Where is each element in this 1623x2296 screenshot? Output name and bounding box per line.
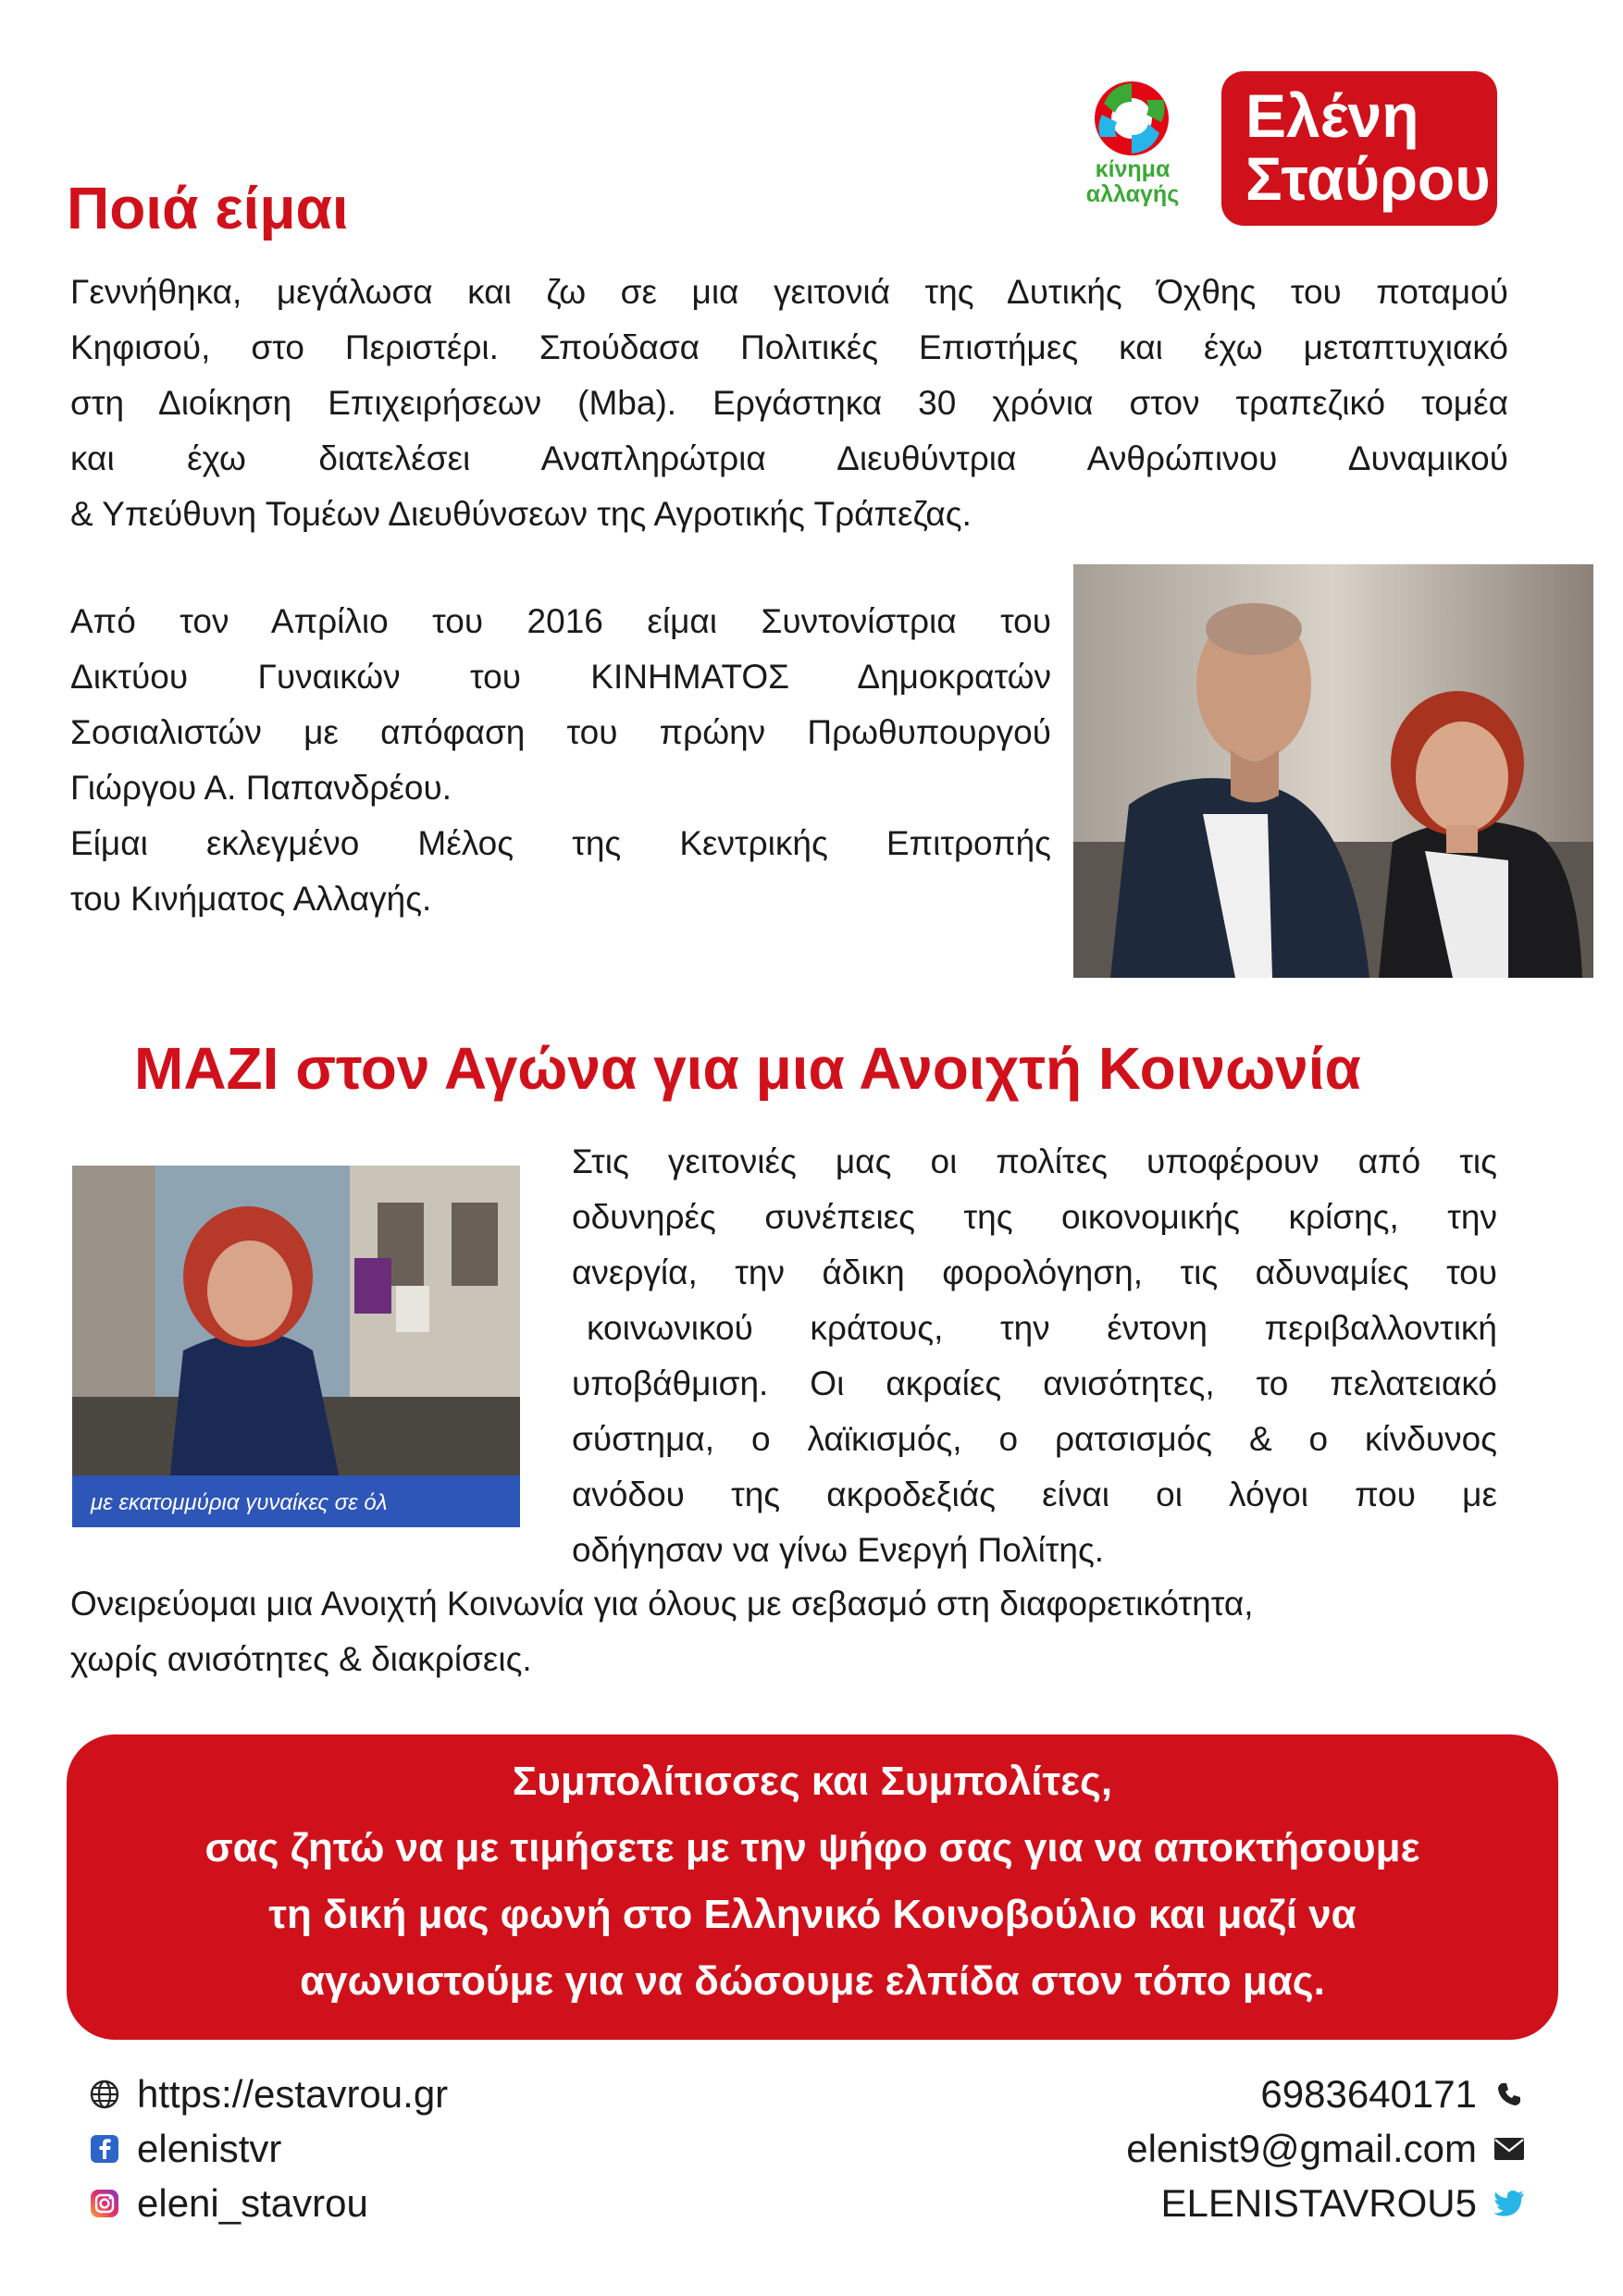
text-line: ανεργία, την άδικη φορολόγηση, τις αδυναμίες του [572, 1253, 1497, 1291]
text-line: οδήγησαν να γίνω Ενεργή Πολίτης. [572, 1531, 1105, 1569]
text-line: Γιώργου Α. Παπανδρέου. [70, 769, 452, 807]
candidate-at-march-photo [72, 1166, 520, 1527]
text-line: κοινωνικού κράτους, την έντονη περιβαλλοντική [587, 1309, 1497, 1347]
twitter-icon [1493, 2188, 1525, 2219]
candidate-last-name: Σταύρου [1245, 144, 1491, 213]
facebook-icon [89, 2133, 120, 2165]
phone-icon [1493, 2079, 1525, 2110]
text-line: Από τον Απρίλιο του 2016 είμαι Συντονίστρια του [70, 602, 1051, 640]
appeal-banner [67, 1734, 1558, 2040]
facebook-contact[interactable] [89, 2122, 281, 2176]
email-contact[interactable] [1126, 2122, 1525, 2176]
about-paragraph-1 [70, 265, 1508, 542]
instagram-contact[interactable] [89, 2177, 368, 2230]
appeal-line: αγωνιστούμε για να δώσουμε ελπίδα στον τόπο μας. [300, 1958, 1325, 2004]
text-line: Κηφισού, στο Περιστέρι. Σπούδασα Πολιτικές Επιστήμες και έχω μεταπτυχιακό [70, 328, 1508, 366]
instagram-handle[interactable]: eleni_stavrou [137, 2181, 368, 2225]
text-line: Στις γειτονιές μας οι πολίτες υποφέρουν από τις [572, 1142, 1497, 1180]
website-contact[interactable] [89, 2068, 448, 2121]
party-logo-icon [1084, 72, 1180, 168]
text-line: και έχω διατελέσει Αναπληρώτρια Διευθύντρια Ανθρώπινου Δυναμικού [70, 439, 1508, 477]
phone-contact[interactable] [1260, 2068, 1525, 2121]
twitter-contact[interactable] [1160, 2177, 1525, 2230]
appeal-line: σας ζητώ να με τιμήσετε με την ψήφο σας για να αποκτήσουμε [204, 1825, 1420, 1870]
appeal-line: τη δική μας φωνή στο Ελληνικό Κοινοβούλιο και μαζί να [268, 1892, 1357, 1937]
photo-banner-text: με εκατομμύρια γυναίκες σε όλ [91, 1490, 388, 1515]
envelope-icon [1493, 2133, 1525, 2165]
appeal-line: Συμπολίτισσες και Συμπολίτες, [512, 1759, 1113, 1804]
text-line: Σοσιαλιστών με απόφαση του πρώην Πρωθυπουργού [70, 713, 1051, 751]
logo-text-line2: αλλαγής [1085, 181, 1180, 207]
text-line: σύστημα, ο λαϊκισμός, ο ρατσισμός & ο κίνδυνος [572, 1420, 1497, 1458]
party-logo [1076, 72, 1189, 211]
text-line: χωρίς ανισότητες & διακρίσεις. [70, 1640, 532, 1678]
party-logo-text [1076, 157, 1189, 207]
together-paragraph-2 [70, 1576, 1514, 1687]
together-paragraph-1 [572, 1134, 1497, 1578]
text-line: Είμαι εκλεγμένο Μέλος της Κεντρικής Επιτροπής [70, 824, 1051, 862]
facebook-handle[interactable]: elenistvr [137, 2127, 282, 2170]
candidate-name-box [1221, 71, 1497, 226]
logo-text-line1: κίνημα [1095, 156, 1171, 182]
text-line: του Κινήματος Αλλαγής. [70, 880, 432, 918]
globe-icon [89, 2079, 120, 2110]
text-line: Δικτύου Γυναικών του ΚΙΝΗΜΑΤΟΣ Δημοκρατών [70, 658, 1051, 696]
website-link[interactable]: https://estavrou.gr [137, 2072, 449, 2116]
instagram-icon [89, 2188, 120, 2219]
text-line: Ονειρεύομαι μια Ανοιχτή Κοινωνία για όλους με σεβασμό στη διαφορετικότητα, [70, 1585, 1254, 1623]
candidate-with-papandreou-photo [1073, 564, 1593, 978]
twitter-handle[interactable]: ELENISTAVROU5 [1160, 2181, 1477, 2225]
text-line: στη Διοίκηση Επιχειρήσεων (Mba). Εργάστηκα 30 χρόνια στον τραπεζικό τομέα [70, 384, 1508, 422]
email-address[interactable]: elenist9@gmail.com [1126, 2127, 1477, 2170]
about-title: Ποιά είμαι [67, 175, 349, 241]
text-line: οδυνηρές συνέπειες της οικονομικής κρίσης, την [572, 1198, 1497, 1236]
candidate-first-name: Ελένη [1245, 81, 1419, 150]
about-paragraph-2 [70, 594, 1051, 927]
text-line: & Υπεύθυνη Τομέων Διευθύνσεων της Αγροτικής Τράπεζας. [70, 495, 972, 533]
together-title: ΜΑΖΙ στον Αγώνα για μια Ανοιχτή Κοινωνία [134, 1035, 1361, 1102]
text-line: ανόδου της ακροδεξιάς είναι οι λόγοι που με [572, 1475, 1497, 1513]
phone-number[interactable]: 6983640171 [1260, 2072, 1477, 2116]
text-line: Γεννήθηκα, μεγάλωσα και ζω σε μια γειτονιά της Δυτικής Όχθης του ποταμού [70, 273, 1508, 311]
text-line: υποβάθμιση. Οι ακραίες ανισότητες, το πελατειακό [572, 1364, 1497, 1402]
